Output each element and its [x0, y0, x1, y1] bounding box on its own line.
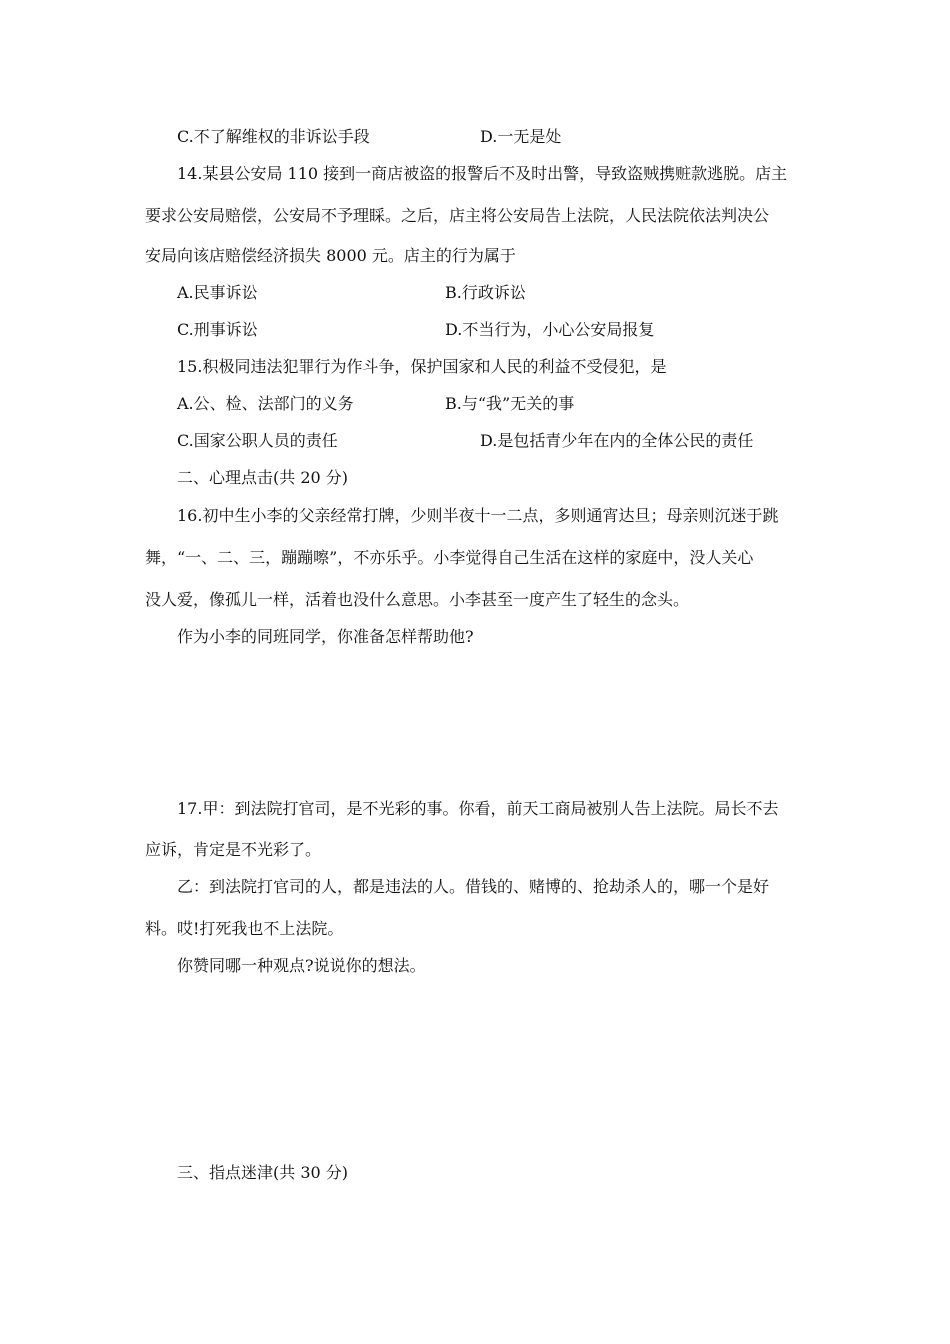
q16-line-1: 16.初中生小李的父亲经常打牌，少则半夜十一二点，多则通宵达旦；母亲则沉迷于跳: [177, 506, 779, 525]
q16-line-3: 没人爱，像孤儿一样，活着也没什么意思。小李甚至一度产生了轻生的念头。: [145, 590, 690, 609]
q17-question: 你赞同哪一种观点?说说你的想法。: [177, 956, 426, 975]
q14-option-a: A.民事诉讼: [177, 283, 258, 302]
q14-stem-line-3: 安局向该店赔偿经济损失 8000 元。店主的行为属于: [145, 246, 516, 265]
q13-option-c: C.不了解维权的非诉讼手段: [177, 127, 370, 146]
q14-option-b: B.行政诉讼: [445, 283, 526, 302]
q16-question: 作为小李的同班同学，你准备怎样帮助他?: [177, 627, 474, 646]
q17-yi-line-1: 乙：到法院打官司的人，都是违法的人。借钱的、赌博的、抢劫杀人的，哪一个是好: [177, 877, 770, 896]
q14-stem-line-1: 14.某县公安局 110 接到一商店被盗的报警后不及时出警，导致盗贼携赃款逃脱。店主: [177, 164, 788, 183]
section-3-heading: 三、指点迷津(共 30 分): [177, 1163, 349, 1182]
q14-option-d: D.不当行为，小心公安局报复: [445, 320, 655, 339]
section-2-heading: 二、心理点击(共 20 分): [177, 468, 349, 487]
q14-option-c: C.刑事诉讼: [177, 320, 258, 339]
q17-yi-line-2: 料。哎!打死我也不上法院。: [145, 919, 344, 938]
q15-option-c: C.国家公职人员的责任: [177, 431, 338, 450]
q13-option-d: D.一无是处: [480, 127, 562, 146]
q15-option-b: B.与“我”无关的事: [445, 394, 575, 413]
q15-stem: 15.积极同违法犯罪行为作斗争，保护国家和人民的利益不受侵犯，是: [177, 357, 667, 376]
q14-stem-line-2: 要求公安局赔偿，公安局不予理睬。之后，店主将公安局告上法院，人民法院依法判决公: [145, 206, 770, 225]
q17-jia-line-1: 17.甲：到法院打官司，是不光彩的事。你看，前天工商局被别人告上法院。局长不去: [177, 799, 779, 818]
q16-line-2: 舞，“一、二、三，蹦蹦嚓”，不亦乐乎。小李觉得自己生活在这样的家庭中，没人关心: [145, 548, 754, 567]
q15-option-d: D.是包括青少年在内的全体公民的责任: [480, 431, 754, 450]
q15-option-a: A.公、检、法部门的义务: [177, 394, 354, 413]
q17-jia-line-2: 应诉，肯定是不光彩了。: [145, 840, 322, 859]
